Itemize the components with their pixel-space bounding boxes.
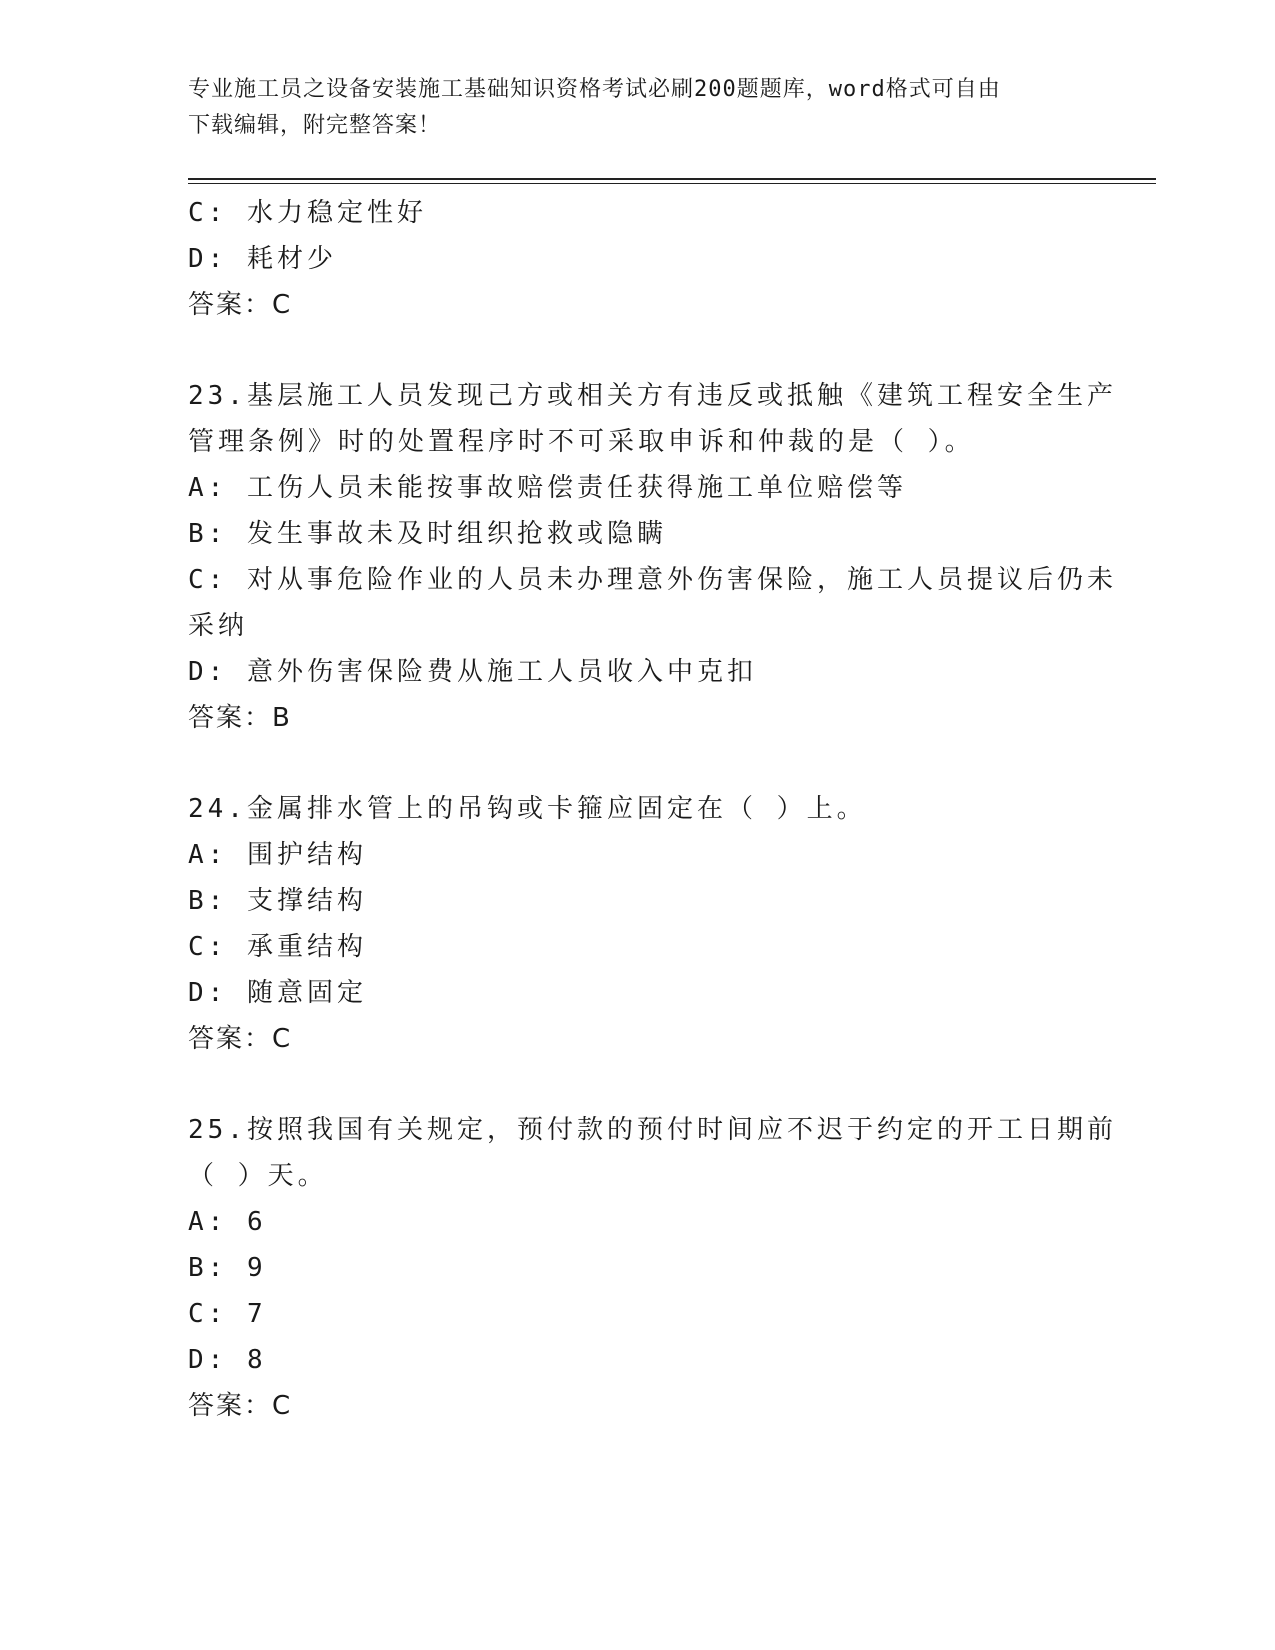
question-title-line-2: （ ）天。: [188, 1161, 328, 1191]
spacer: [188, 1062, 1088, 1107]
question-title: 24.金属排水管上的吊钩或卡箍应固定在（ ）上。: [188, 794, 867, 824]
answer: 答案：B: [188, 703, 292, 733]
option-a: A: 围护结构: [188, 840, 367, 870]
spacer: [188, 328, 1088, 373]
option-c-line-2: 采纳: [188, 611, 249, 641]
option-c-line-1: C: 对从事危险作业的人员未办理意外伤害保险，施工人员提议后仍未: [188, 565, 1117, 595]
answer: 答案：C: [188, 290, 293, 320]
document-body: [188, 190, 1117, 1429]
question-24: [188, 786, 1088, 1062]
question-23: [188, 373, 1117, 741]
question-25: [188, 1107, 1117, 1429]
question-title-line-1: 23.基层施工人员发现己方或相关方有违反或抵触《建筑工程安全生产: [188, 381, 1117, 411]
option-b: B: 发生事故未及时组织抢救或隐瞒: [188, 519, 667, 549]
option-d: D: 耗材少: [188, 244, 337, 274]
answer: 答案：C: [188, 1391, 293, 1421]
answer: 答案：C: [188, 1024, 293, 1054]
header-divider-thick: [188, 178, 1156, 180]
option-d: D: 意外伤害保险费从施工人员收入中克扣: [188, 657, 757, 687]
header-line-2: 下载编辑，附完整答案！: [188, 113, 442, 138]
question-title-line-1: 25.按照我国有关规定，预付款的预付时间应不迟于约定的开工日期前: [188, 1115, 1117, 1145]
question-title-line-2: 管理条例》时的处置程序时不可采取申诉和仲裁的是（ ）。: [188, 427, 975, 457]
header-line-1: 专业施工员之设备安装施工基础知识资格考试必刷200题题库，word格式可自由: [188, 77, 1001, 102]
option-d: D: 8: [188, 1345, 267, 1375]
option-a: A: 工伤人员未能按事故赔偿责任获得施工单位赔偿等: [188, 473, 907, 503]
header-divider-thin: [188, 183, 1156, 184]
spacer: [188, 741, 1088, 786]
option-b: B: 支撑结构: [188, 886, 367, 916]
option-c: C: 水力稳定性好: [188, 198, 427, 228]
question-22: [188, 190, 1088, 328]
option-a: A: 6: [188, 1207, 267, 1237]
option-d: D: 随意固定: [188, 978, 367, 1008]
option-c: C: 承重结构: [188, 932, 367, 962]
option-b: B: 9: [188, 1253, 267, 1283]
document-header: [188, 72, 1088, 144]
option-c: C: 7: [188, 1299, 267, 1329]
